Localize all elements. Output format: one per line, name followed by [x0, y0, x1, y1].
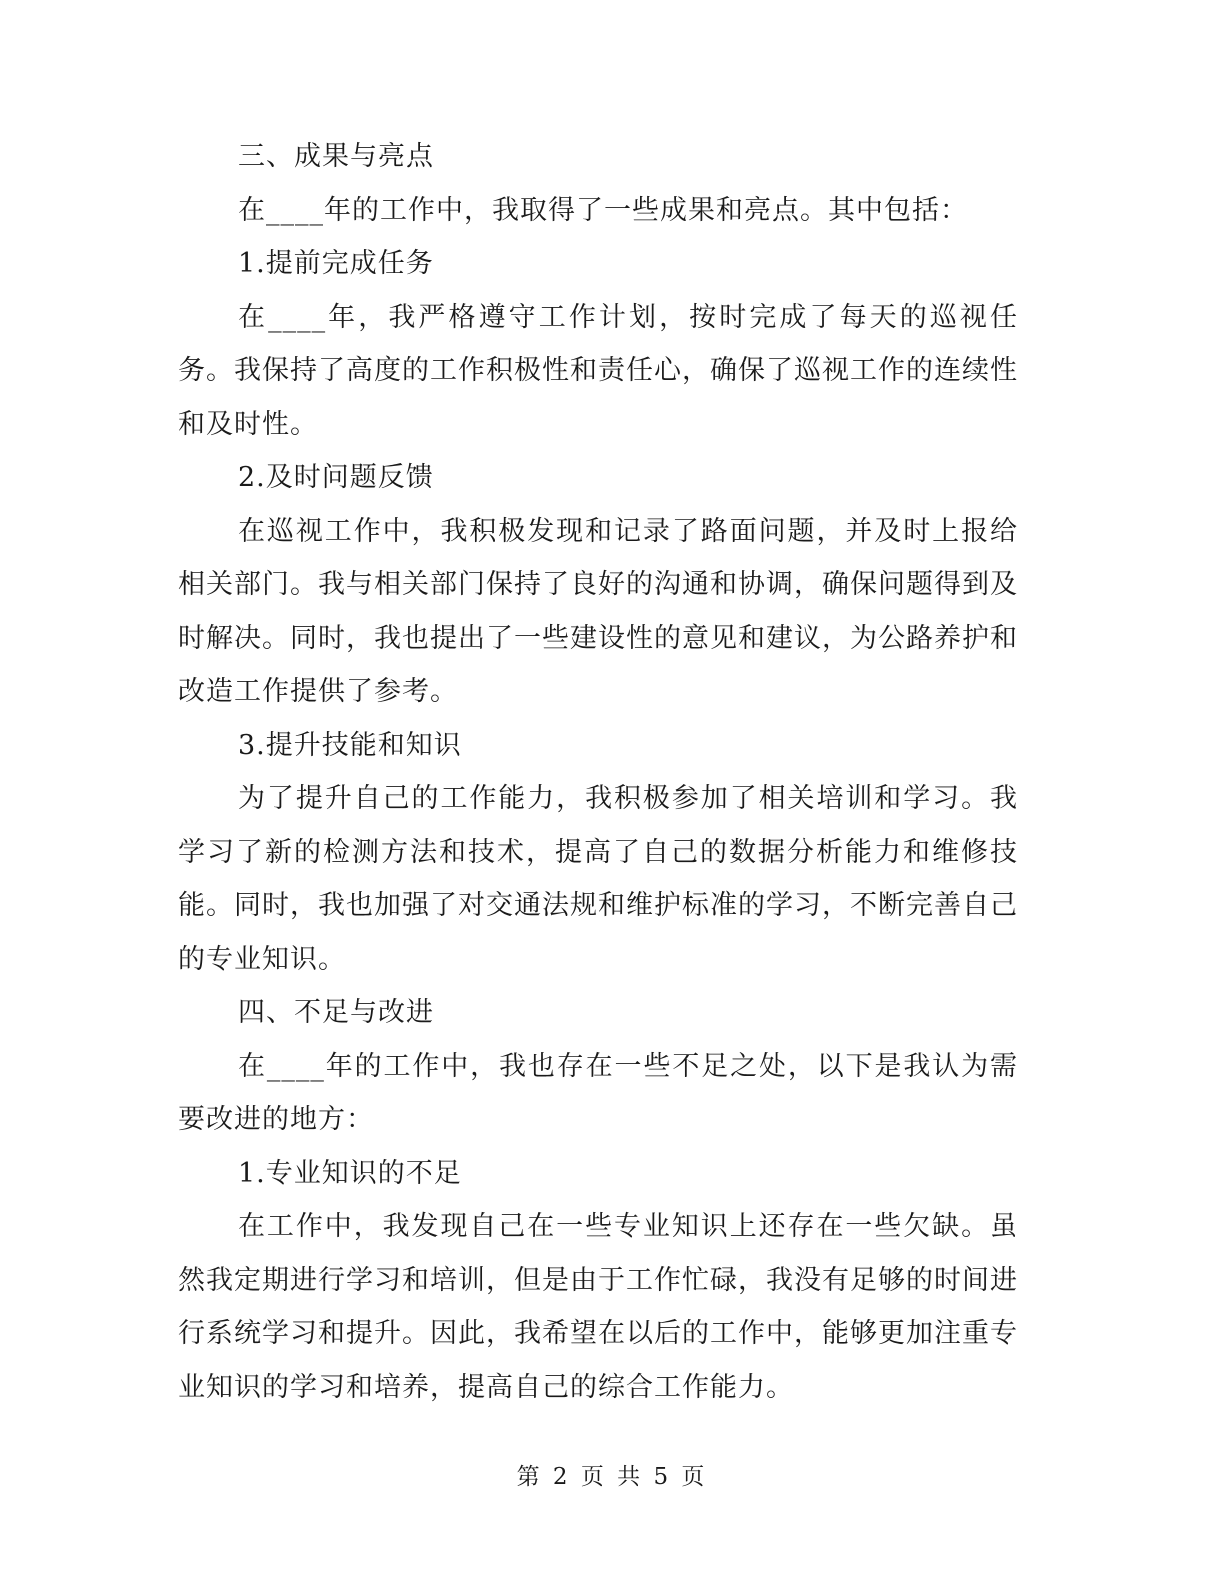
paragraph: 在____年的工作中，我也存在一些不足之处，以下是我认为需要改进的地方： [178, 1050, 1018, 1135]
document-body [178, 130, 1018, 1414]
section-heading-3: 三、成果与亮点 [238, 141, 434, 172]
paragraph: 在工作中，我发现自己在一些专业知识上还存在一些欠缺。虽然我定期进行学习和培训，但是由于工作忙碌，我没有足够的时间进行系统学习和提升。因此，我希望在以后的工作中，能够更加注重专业知识的学习和培养，提高自己的综合工作能力。 [178, 1211, 1018, 1403]
section-heading-4: 四、不足与改进 [238, 997, 434, 1028]
subheading: 1.提前完成任务 [238, 248, 434, 279]
paragraph: 在____年，我严格遵守工作计划，按时完成了每天的巡视任务。我保持了高度的工作积极性和责任心，确保了巡视工作的连续性和及时性。 [178, 301, 1018, 440]
page-number-footer: 第 2 页 共 5 页 [516, 1464, 708, 1490]
paragraph: 在____年的工作中，我取得了一些成果和亮点。其中包括： [238, 194, 968, 226]
paragraph: 为了提升自己的工作能力，我积极参加了相关培训和学习。我学习了新的检测方法和技术，提高了自己的数据分析能力和维修技能。同时，我也加强了对交通法规和维护标准的学习，不断完善自己的专业知识。 [178, 783, 1018, 975]
subheading: 1.专业知识的不足 [238, 1157, 462, 1189]
paragraph: 在巡视工作中，我积极发现和记录了路面问题，并及时上报给相关部门。我与相关部门保持了良好的沟通和协调，确保问题得到及时解决。同时，我也提出了一些建设性的意见和建议，为公路养护和改造工作提供了参考。 [178, 515, 1018, 707]
subheading: 2.及时问题反馈 [238, 462, 434, 493]
subheading: 3.提升技能和知识 [238, 729, 462, 761]
